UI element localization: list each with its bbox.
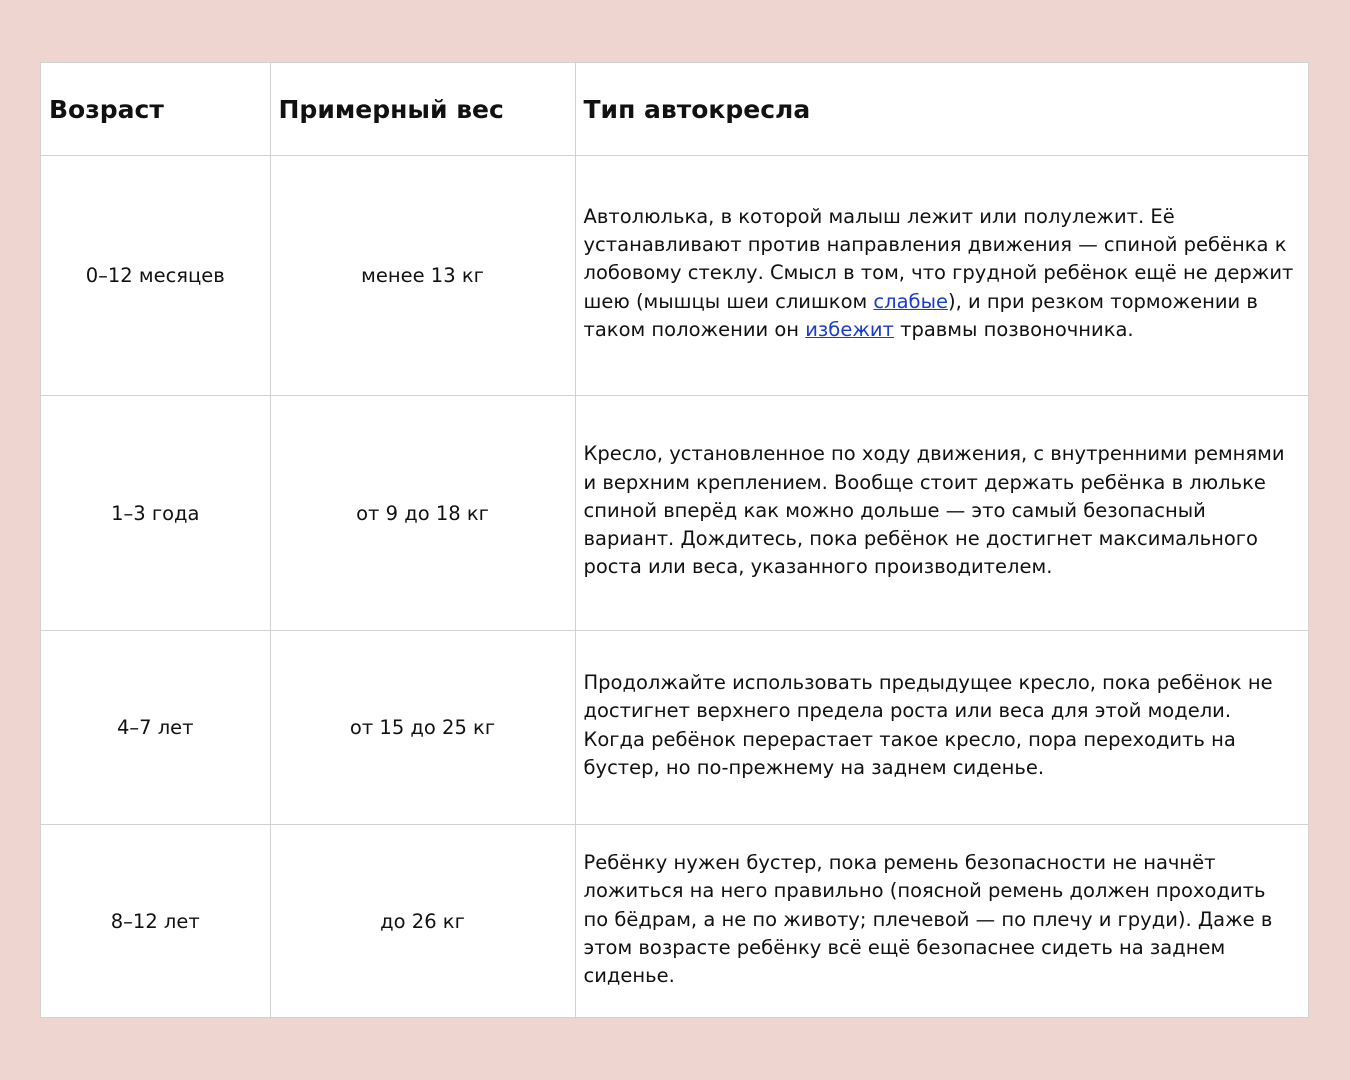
description-text: ), и при резком торможении в таком положении он — [583, 289, 1258, 341]
table-row — [41, 156, 1308, 396]
header-weight: Примерный вес — [270, 63, 575, 156]
table-row — [41, 631, 1308, 825]
cell-age: 1–3 года — [41, 396, 270, 631]
cell-seat-description — [575, 156, 1308, 396]
cell-age: 8–12 лет — [41, 825, 270, 1019]
cell-seat-description — [575, 631, 1308, 825]
cell-seat-description: Ребёнку нужен бустер, пока ремень безопасности не начнёт ложиться на него правильно (поясной ремень должен проходить по бёдрам, а не по животу; плечевой — по плечу и груди). Даже в этом возрасте ребёнку всё ещё безопаснее сидеть на заднем сиденье. — [575, 825, 1308, 1019]
cell-age: 4–7 лет — [41, 631, 270, 825]
header-age: Возраст — [41, 63, 270, 156]
header-seat-type: Тип автокресла — [575, 63, 1308, 156]
description-text: Автолюлька, в которой малыш лежит или полулежит. Её устанавливают против направления движения — спиной ребёнка к лобовому стеклу. Смысл в том, что грудной ребёнок ещё не держит шею (мышцы шеи слишком — [583, 204, 1294, 313]
table-row — [41, 396, 1308, 631]
cell-weight: от 9 до 18 кг — [270, 396, 575, 631]
table-header-row — [41, 63, 1308, 156]
description-text: травмы позвоночника. — [893, 317, 1134, 341]
description-line: Продолжайте использовать предыдущее кресло, пока ребёнок не достигнет верхнего предела роста или веса для этой модели. — [583, 671, 1273, 723]
cell-seat-description: Кресло, установленное по ходу движения, с внутренними ремнями и верхним креплением. Вообще стоит держать ребёнка в люльке спиной вперёд как можно дольше — это самый безопасный вариант. Дождитесь, пока ребёнок не достигнет максимального роста или веса, указанного производителем. — [575, 396, 1308, 631]
cell-age: 0–12 месяцев — [41, 156, 270, 396]
cell-weight: от 15 до 25 кг — [270, 631, 575, 825]
table-row — [41, 825, 1308, 1019]
car-seat-table — [41, 63, 1308, 1019]
description-line: Когда ребёнок перерастает такое кресло, пора переходить на бустер, но по-прежнему на заднем сиденье. — [583, 727, 1236, 779]
cell-weight: менее 13 кг — [270, 156, 575, 396]
link-weak[interactable]: слабые — [873, 289, 948, 313]
cell-weight: до 26 кг — [270, 825, 575, 1019]
link-avoid[interactable]: избежит — [805, 317, 894, 341]
car-seat-table-card — [40, 62, 1309, 1018]
